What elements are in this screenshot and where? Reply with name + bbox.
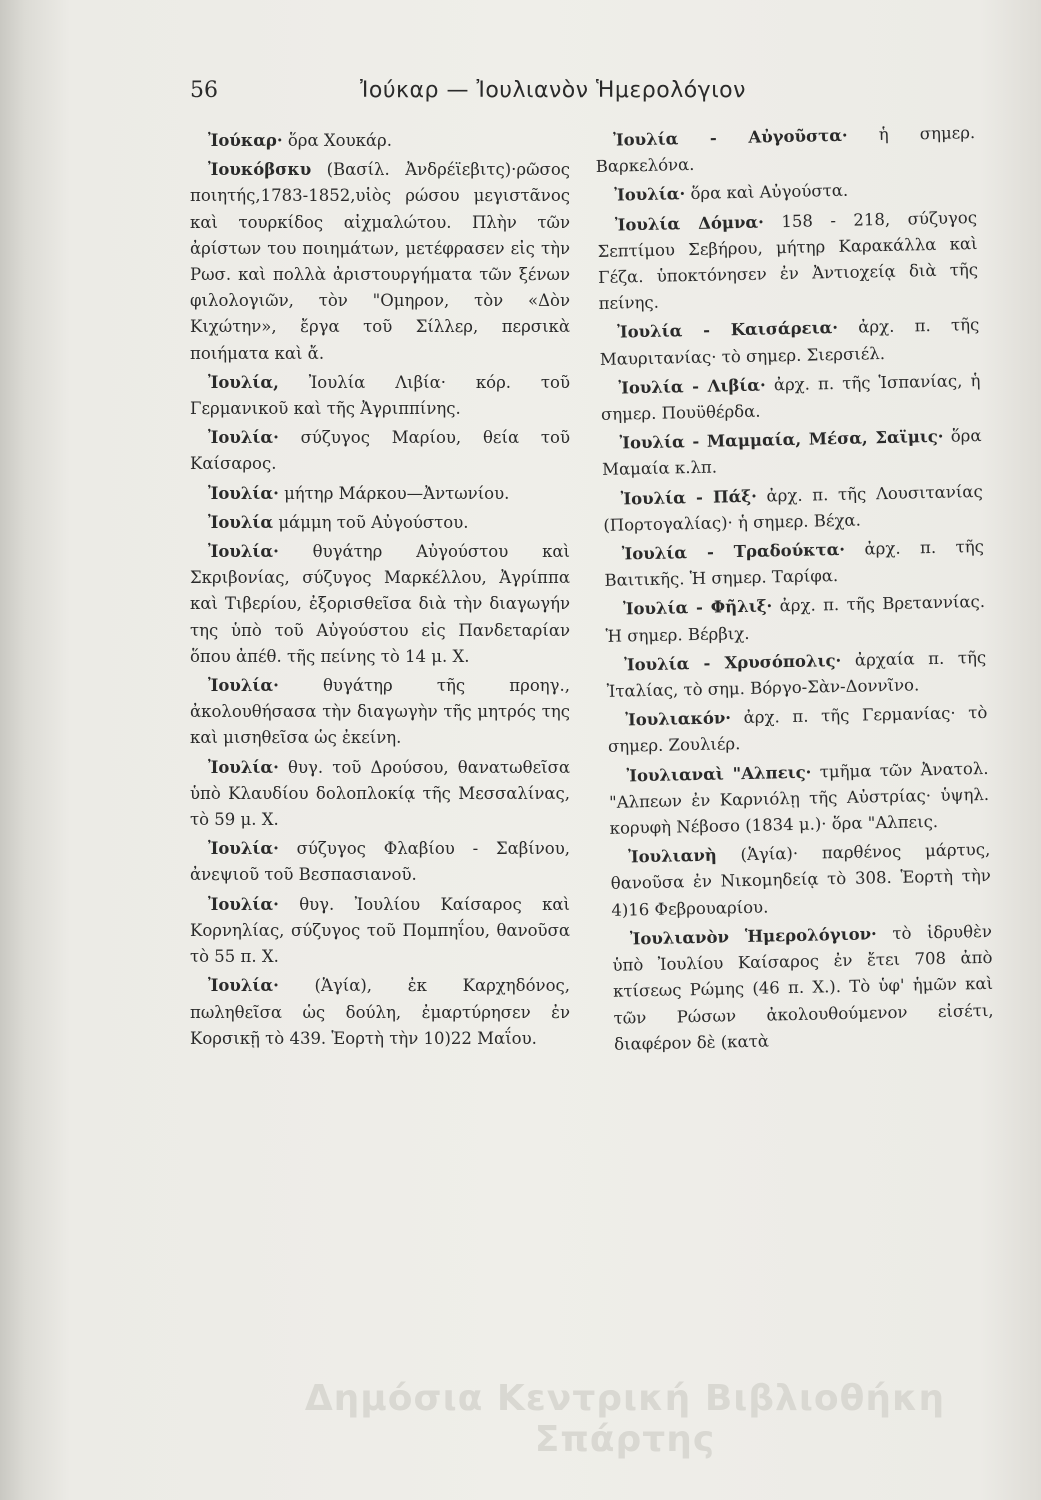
entry-definition: θυγ. Ἰουλίου Καίσαρος καὶ Κορνηλίας, σύζυγος τοῦ Πομπηΐου, θανοῦσα τὸ 55 π. Χ. [190, 894, 570, 967]
entry-headword: Ἰουλία - Χρυσόπολις· [624, 650, 842, 675]
right-column [595, 120, 994, 1061]
entry-headword: Ἰουλία· [208, 976, 279, 996]
entry-definition: ἀρχ. π. τῆς Βαιτικῆς. Ἡ σημερ. Ταρίφα. [604, 536, 985, 591]
entry-headword: Ἰούκαρ· [208, 131, 283, 150]
dictionary-entry [599, 312, 980, 372]
dictionary-entry [600, 368, 981, 428]
dictionary-entry [610, 837, 992, 924]
entry-headword: Ἰουλία, [208, 372, 279, 392]
dictionary-entry [190, 539, 570, 670]
entry-headword: Ἰουλία· [614, 184, 686, 206]
dictionary-entry [607, 700, 988, 760]
entry-definition: θυγάτηρ τῆς προηγ., ἀκολουθήσασα τὴν διαγωγὴν τῆς μητρός της καὶ μισηθεῖσα ὡς ἐκείνη. [190, 676, 570, 748]
entry-definition: σύζυγος Μαρίου, θεία τοῦ Καίσαρος. [190, 428, 570, 474]
entry-headword: Ἰουλιανὸν Ἡμερολόγιον· [629, 924, 877, 949]
entry-headword: Ἰουλία - Πάξ· [620, 486, 758, 509]
entry-definition: 158 - 218, σύζυγος Σεπτίμου Σεβήρου, μήτηρ Καρακάλλα καὶ Γέζα. ὑποκτόνησεν ἐν Ἀντιοχείᾳ διὰ τῆς πείνης. [597, 207, 979, 314]
dictionary-entry [190, 425, 570, 477]
entry-headword: Ἰουλία· [208, 757, 279, 777]
dictionary-entry [612, 919, 995, 1058]
entry-headword: Ἰουκόβσκυ [208, 160, 312, 180]
left-column [190, 128, 570, 1055]
entry-definition: ἡ σημερ. Βαρκελόνα. [595, 123, 976, 177]
entry-headword: Ἰουλία· [208, 542, 279, 562]
entry-definition: μήτηρ Μάρκου—Ἀντωνίου. [278, 483, 510, 503]
entry-definition: (Ἁγία), ἐκ Καρχηδόνος, πωληθεῖσα ὡς δούλη, ἐμαρτύρησεν ἐν Κορσικῇ τὸ 439. Ἑορτὴ τὴν 10)22 Μαΐου. [190, 976, 570, 1048]
entry-definition: τὸ ἱδρυθὲν ὑπὸ Ἰουλίου Καίσαρος ἐν ἔτει 708 ἀπὸ κτίσεως Ρώμης (46 π. Χ.). Τὸ ὑφ' ἡμῶν καὶ τῶν Ρώσων ἀκολουθούμενον εἰσέτι, διαφέρον δὲ (κατὰ [612, 921, 994, 1054]
dictionary-entry [190, 836, 570, 888]
entry-headword: Ἰουλία - Αὐγοῦστα· [613, 125, 848, 150]
entry-headword: Ἰουλιακόν· [625, 708, 732, 730]
entry-headword: Ἰουλία - Μαμμαία, Μέσα, Σαϊμις· [619, 427, 944, 453]
entry-definition: Ἰουλία Λιβία· κόρ. τοῦ Γερμανικοῦ καὶ τῆς Ἀγριππίνης. [190, 372, 570, 419]
entry-headword: Ἰουλία· [208, 839, 279, 859]
entry-definition: ἀρχαία π. τῆς Ἰταλίας, τὸ σημ. Βόργο-Σὰν-Δοννῖνο. [606, 647, 987, 701]
entry-definition: (Ἁγία)· παρθένος μάρτυς, θανοῦσα ἐν Νικομηδείᾳ τὸ 308. Ἑορτὴ τὴν 4)16 Φεβρουαρίου. [610, 840, 991, 920]
entry-headword: Ἰουλία Δόμνα· [614, 212, 765, 235]
entry-definition: ἀρχ. π. τῆς Βρεταννίας. Ἡ σημερ. Βέρβιχ. [605, 592, 986, 646]
dictionary-entry [190, 673, 570, 752]
dictionary-entry [190, 157, 570, 367]
entry-definition: ὅρα καὶ Αὐγούστα. [685, 181, 849, 204]
entry-definition: ὅρα Μαμαία κ.λπ. [601, 426, 982, 480]
dictionary-entry [190, 755, 570, 834]
entry-headword: Ἰουλία - Καισάρεια· [617, 318, 839, 342]
entry-definition: θυγάτηρ Αὐγούστου καὶ Σκριβονίας, σύζυγος Μαρκέλλου, Ἀγρίππα καὶ Τιβερίου, ἐξορισθεῖσα διὰ τὴν διαγωγήν της ὑπὸ τοῦ Αὐγούστου εἰς Πανδεταρίαν ὅπου ἀπέθ. τῆς πείνης τὸ 14 μ. Χ. [190, 542, 570, 666]
dictionary-entry [606, 645, 987, 705]
entry-definition: μάμμη τοῦ Αὐγούστου. [273, 512, 469, 532]
entry-headword: Ἰουλία· [208, 676, 279, 696]
dictionary-entry [596, 175, 976, 209]
entry-definition: ὅρα Χουκάρ. [282, 131, 393, 150]
dictionary-entry [605, 589, 986, 649]
dictionary-entry [601, 423, 982, 483]
entry-definition: ἀρχ. π. τῆς Ἱσπανίας, ἡ σημερ. Πουϋθέρδα. [600, 370, 981, 424]
entry-headword: Ἰουλία - Λιβία· [618, 375, 766, 398]
dictionary-entry [190, 370, 570, 422]
entry-headword: Ἰουλία· [208, 483, 279, 503]
dictionary-entry [604, 534, 985, 594]
dictionary-entry [597, 205, 979, 318]
dictionary-entry [190, 973, 570, 1052]
entry-headword: Ἰουλιαναὶ "Αλπεις· [626, 762, 812, 786]
entry-definition: (Βασίλ. Ἀνδρέϊεβιτς)·ρῶσος ποιητής,1783-1852,υἱὸς ρώσου μεγιστᾶνος καὶ τουρκίδος αἰχμαλώτου. Πλὴν τῶν ἀρίστων του ποιημάτων, μετέφρασεν εἰς τὴν Ρωσ. καὶ πολλὰ ἀριστουργήματα τῶν ξένων φιλολογιῶν, τὸν "Ομηρον, τὸν «Δὸν Κιχώτην», ἔργα τοῦ Σίλλερ, περσικὰ ποιήματα καὶ ἄ. [190, 160, 570, 363]
entry-headword: Ἰουλία· [208, 894, 279, 914]
page-header [190, 78, 790, 118]
entry-headword: Ἰουλία - Τραδούκτα· [621, 539, 846, 564]
entry-definition: τμῆμα τῶν Ἀνατολ. "Αλπεων ἐν Καρνιόλῃ τῆς Αὐστρίας· ὑψηλ. κορυφὴ Νέβοσο (1834 μ.)· ὅρα "Αλπεις. [608, 758, 990, 838]
dictionary-entry [603, 479, 984, 539]
entry-definition: σύζυγος Φλαβίου - Σαβίνου, ἀνεψιοῦ τοῦ Βεσπασιανοῦ. [190, 839, 570, 885]
dictionary-entry [190, 510, 570, 536]
dictionary-entry [608, 756, 990, 843]
dictionary-entry [190, 481, 570, 507]
entry-definition: ἀρχ. π. τῆς Λουσιτανίας (Πορτογαλίας)· ἡ σημερ. Βέχα. [603, 481, 983, 535]
running-title: Ἰούκαρ — Ἰουλιανὸν Ἡμερολόγιον [360, 78, 746, 103]
entry-headword: Ἰουλιανὴ [628, 845, 717, 867]
dictionary-entry [190, 892, 570, 971]
dictionary-entry [595, 120, 976, 180]
page-number: 56 [190, 78, 218, 103]
entry-headword: Ἰουλία - Φῆλιξ· [622, 596, 773, 619]
entry-headword: Ἰουλία· [208, 428, 279, 448]
entry-headword: Ἰουλία [208, 512, 274, 532]
entry-definition: ἀρχ. π. τῆς Γερμανίας· τὸ σημερ. Ζουλιέρ. [607, 703, 988, 757]
library-watermark: Δημόσια Κεντρική Βιβλιοθήκη Σπάρτης [304, 1378, 946, 1460]
entry-definition: θυγ. τοῦ Δρούσου, θανατωθεῖσα ὑπὸ Κλαυδίου δολοπλοκίᾳ τῆς Μεσσαλίνας, τὸ 59 μ. Χ. [190, 757, 570, 830]
entry-definition: ἀρχ. π. τῆς Μαυριτανίας· τὸ σημερ. Σιερσιέλ. [599, 315, 980, 369]
dictionary-entry [190, 128, 570, 154]
